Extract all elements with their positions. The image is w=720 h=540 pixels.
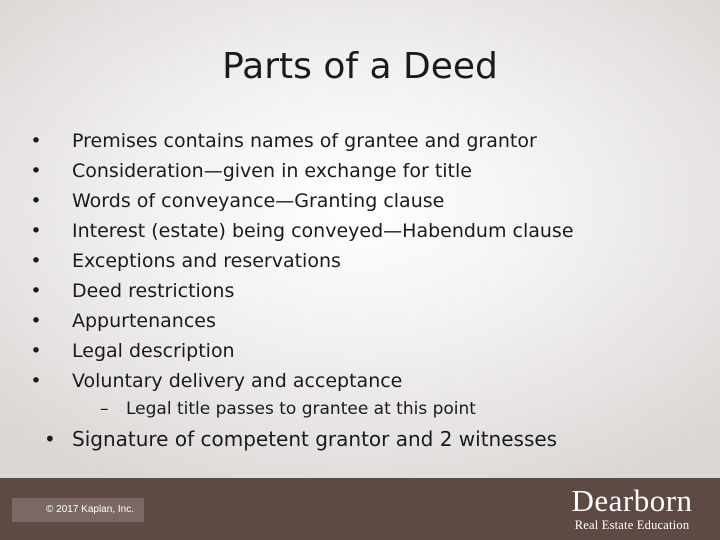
bullet-text: Signature of competent grantor and 2 witnesses <box>72 427 558 451</box>
bullet-text: Interest (estate) being conveyed—Habendum clause <box>72 220 574 242</box>
bullet-text: Appurtenances <box>72 310 216 332</box>
bullet-icon: • <box>30 370 42 392</box>
footer-bar <box>0 478 720 540</box>
list-item <box>28 306 574 336</box>
dearborn-logo <box>562 484 702 536</box>
list-item <box>44 424 557 454</box>
bullet-text: Voluntary delivery and acceptance <box>72 370 403 392</box>
slide-title: Parts of a Deed <box>222 46 498 87</box>
list-item <box>28 366 574 396</box>
bullet-text: Consideration—given in exchange for title <box>72 160 472 182</box>
list-item <box>28 156 574 186</box>
bullet-icon: • <box>30 310 42 332</box>
list-item <box>28 276 574 306</box>
list-item <box>28 246 574 276</box>
list-item <box>28 126 574 156</box>
sub-bullet-item <box>100 396 476 422</box>
bullet-icon: • <box>44 427 56 451</box>
bullet-icon: • <box>30 340 42 362</box>
copyright-notice: © 2017 Kaplan, Inc. <box>12 498 144 522</box>
bullet-icon: • <box>30 190 42 212</box>
bullet-text: Deed restrictions <box>72 280 235 302</box>
bullet-list <box>28 126 574 396</box>
bullet-icon: • <box>30 280 42 302</box>
logo-name: Dearborn <box>571 483 693 518</box>
bullet-text: Words of conveyance—Granting clause <box>72 190 445 212</box>
list-item <box>28 216 574 246</box>
bullet-text: Exceptions and reservations <box>72 250 341 272</box>
logo-tagline: Real Estate Education <box>574 518 690 532</box>
bullet-icon: • <box>30 250 42 272</box>
bullet-icon: • <box>30 130 42 152</box>
bullet-text: Premises contains names of grantee and grantor <box>72 130 537 152</box>
dash-icon: – <box>100 399 109 419</box>
bullet-text: Legal description <box>72 340 235 362</box>
bullet-icon: • <box>30 160 42 182</box>
bullet-icon: • <box>30 220 42 242</box>
list-item <box>28 336 574 366</box>
sub-bullet-text: Legal title passes to grantee at this point <box>126 399 476 419</box>
list-item <box>28 186 574 216</box>
